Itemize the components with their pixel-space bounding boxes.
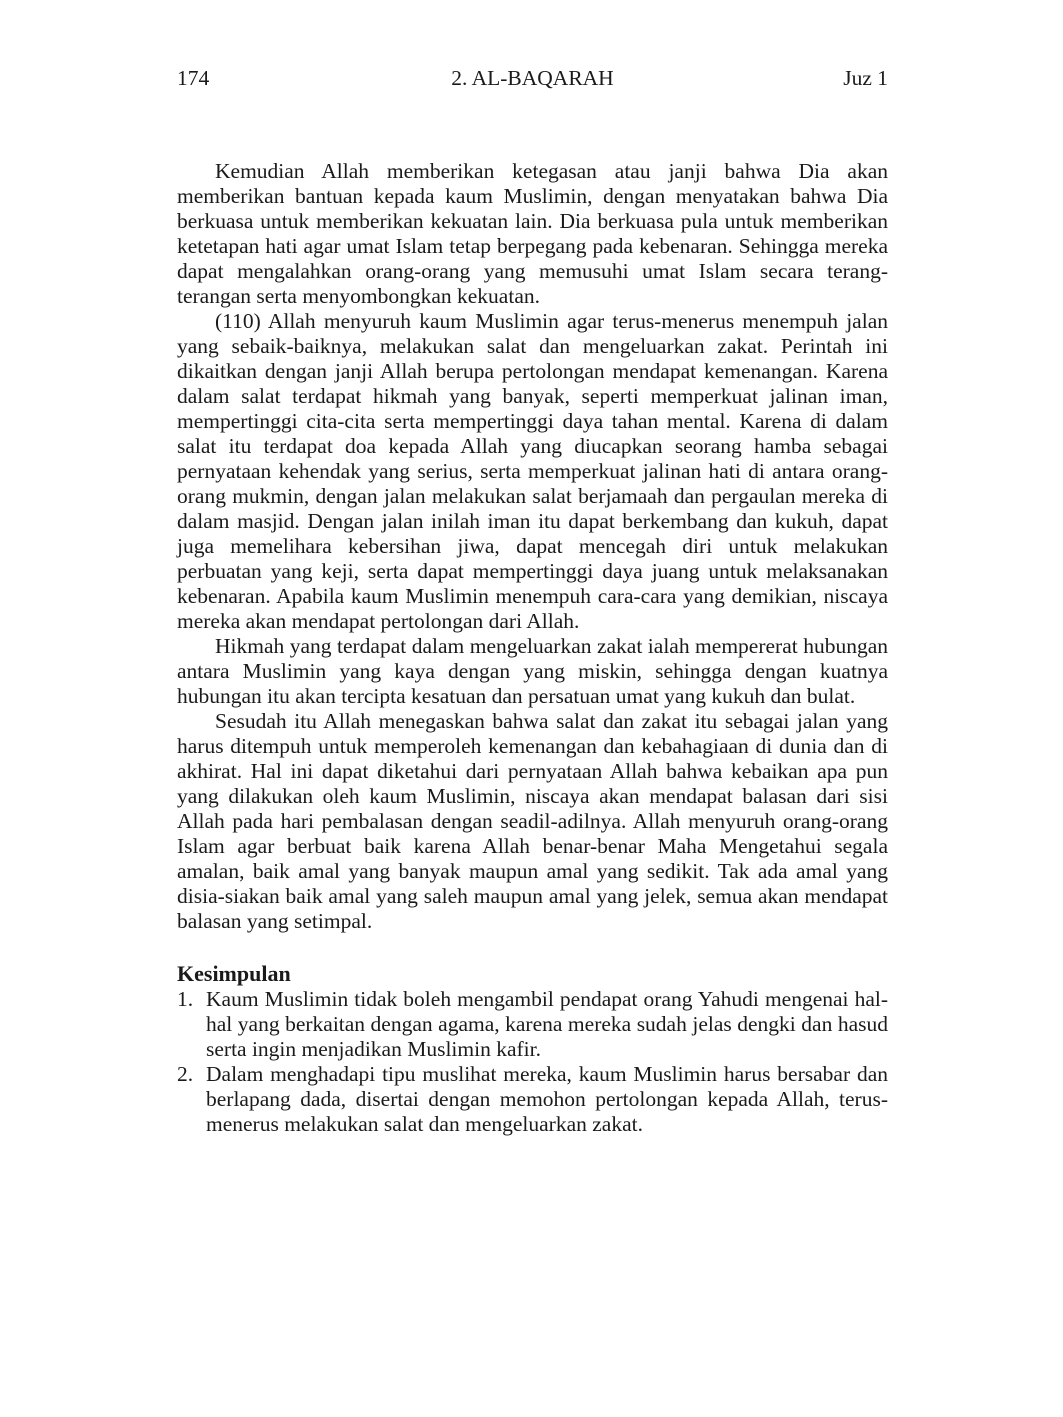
list-item: [177, 987, 888, 1062]
list-item-number: 2.: [177, 1062, 194, 1086]
page-body: [177, 159, 888, 1137]
list-item-number: 1.: [177, 987, 194, 1011]
conclusion-heading: Kesimpulan: [177, 961, 291, 986]
page-title: 2. AL-BAQARAH: [451, 66, 614, 90]
page-number: 174: [177, 66, 210, 90]
list-item-text: Dalam menghadapi tipu muslihat mereka, kaum Muslimin harus bersabar dan berlapang dada, disertai dengan memohon pertolongan kepada Allah, terus-menerus melakukan salat dan mengeluarkan zakat.: [206, 1062, 888, 1136]
paragraph-1: Kemudian Allah memberikan ketegasan atau janji bahwa Dia akan memberikan bantuan kepada kaum Muslimin, dengan menyatakan bahwa Dia berkuasa untuk memberikan kekuatan lain. Dia berkuasa pula untuk memberikan ketetapan hati agar umat Islam tetap berpegang pada kebenaran. Sehingga mereka dapat mengalahkan orang-orang yang memusuhi umat Islam secara terang-terangan serta menyombongkan kekuatan.: [177, 159, 888, 308]
list-item-text: Kaum Muslimin tidak boleh mengambil pendapat orang Yahudi mengenai hal-hal yang berkaitan dengan agama, karena mereka sudah jelas dengki dan hasud serta ingin menjadikan Muslimin kafir.: [206, 987, 888, 1061]
page-header: [177, 66, 888, 91]
conclusion-list: [177, 987, 888, 1137]
paragraph-4: Sesudah itu Allah menegaskan bahwa salat dan zakat itu sebagai jalan yang harus ditempuh untuk memperoleh kemenangan dan kebahagiaan di dunia dan di akhirat. Hal ini dapat diketahui dari pernyataan Allah bahwa kebaikan apa pun yang dilakukan oleh kaum Muslimin, niscaya akan mendapat balasan dari sisi Allah pada hari pembalasan dengan seadil-adilnya. Allah menyuruh orang-orang Islam agar berbuat baik karena Allah benar-benar Maha Mengetahui segala amalan, baik amal yang banyak maupun amal yang sedikit. Tak ada amal yang disia-siakan baik amal yang saleh maupun amal yang jelek, semua akan mendapat balasan yang setimpal.: [177, 709, 888, 933]
paragraph-3: Hikmah yang terdapat dalam mengeluarkan zakat ialah mempererat hubungan antara Muslimin yang kaya dengan yang miskin, sehingga dengan kuatnya hubungan itu akan tercipta kesatuan dan persatuan umat yang kukuh dan bulat.: [177, 634, 888, 708]
list-item: [177, 1062, 888, 1137]
paragraph-2: (110) Allah menyuruh kaum Muslimin agar terus-menerus menempuh jalan yang sebaik-baiknya, melakukan salat dan mengeluarkan zakat. Perintah ini dikaitkan dengan janji Allah berupa pertolongan mendapat kemenangan. Karena dalam salat terdapat hikmah yang banyak, seperti memperkuat jalinan iman, mempertinggi cita-cita serta mempertinggi daya tahan mental. Karena di dalam salat itu terdapat doa kepada Allah yang diucapkan seorang hamba sebagai pernyataan kehendak yang serius, serta memperkuat jalinan hati di antara orang-orang mukmin, dengan jalan melakukan salat berjamaah dan pergaulan mereka di dalam masjid. Dengan jalan inilah iman itu dapat berkembang dan kukuh, dapat juga memelihara kebersihan jiwa, dapat mencegah diri untuk melakukan perbuatan yang keji, serta dapat mempertinggi daya juang untuk melaksanakan kebenaran. Apabila kaum Muslimin menempuh cara-cara yang demikian, niscaya mereka akan mendapat pertolongan dari Allah.: [177, 309, 888, 633]
juz-label: Juz 1: [843, 66, 888, 90]
